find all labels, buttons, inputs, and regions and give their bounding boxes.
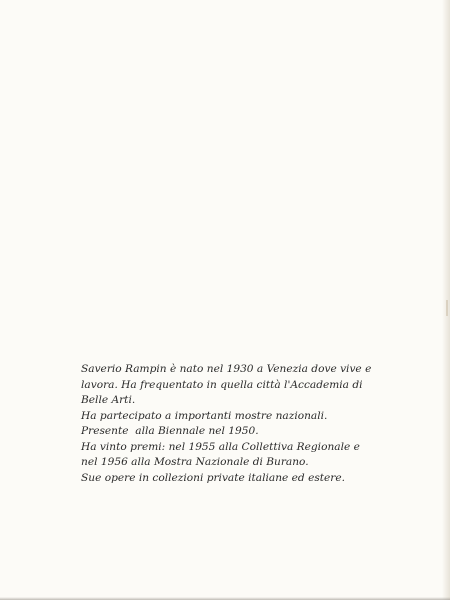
biography-line: Ha vinto premi: nel 1955 alla Collettiva Regionale e: [81, 440, 360, 453]
biography-line: nel 1956 alla Mostra Nazionale di Burano.: [81, 456, 309, 468]
page-edge-mark: [446, 300, 448, 316]
biography-line: lavora. Ha frequentato in quella città l'Accademia di: [81, 378, 363, 391]
artist-biography: [81, 362, 391, 486]
biography-line: Sue opere in collezioni private italiane ed estere.: [81, 471, 346, 484]
biography-line: Presente alla Biennale nel 1950.: [81, 425, 259, 437]
biography-line: Ha partecipato a importanti mostre nazionali.: [81, 409, 328, 422]
biography-line: Saverio Rampin è nato nel 1930 a Venezia dove vive e: [81, 363, 372, 375]
biography-line: Belle Arti.: [81, 394, 136, 406]
